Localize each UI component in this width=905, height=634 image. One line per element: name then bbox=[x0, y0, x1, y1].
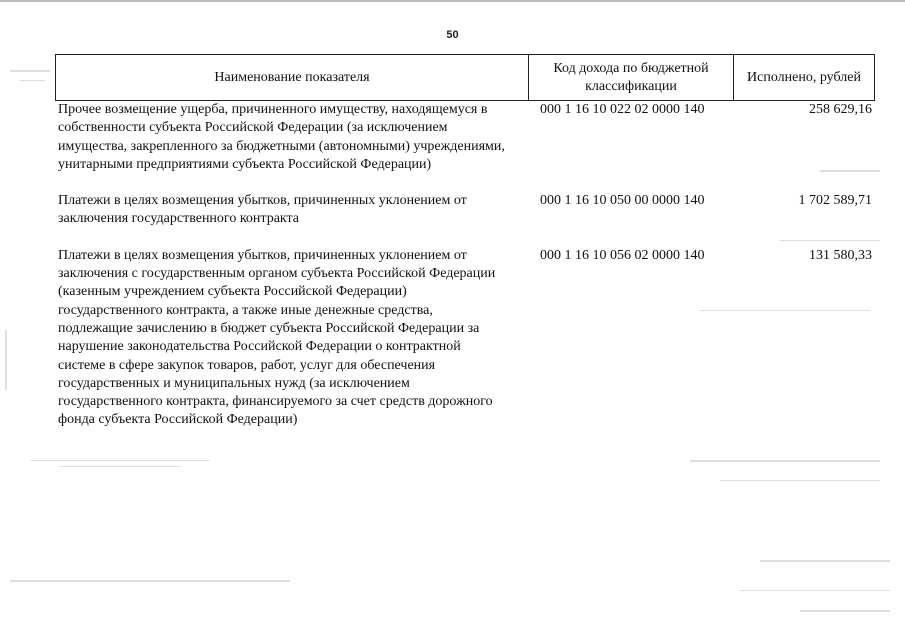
row-name: Прочее возмещение ущерба, причиненного имуществу, находящемуся в собственности субъекта Российской Федерации (за исключением имущества, закрепленного за бюджетными (автономными) учреждениями, унитарными предприятиями субъекта Российской Федерации) bbox=[58, 102, 505, 172]
top-scan-rule bbox=[0, 0, 905, 2]
row-code: 000 1 16 10 022 02 0000 140 bbox=[540, 102, 705, 117]
header-amount: Исполнено, рублей bbox=[747, 69, 861, 85]
row-code: 000 1 16 10 050 00 0000 140 bbox=[540, 193, 705, 209]
row-amount: 131 580,33 bbox=[809, 247, 872, 263]
table-header bbox=[55, 54, 875, 101]
table-row bbox=[58, 101, 878, 174]
table-body bbox=[58, 101, 878, 430]
row-name: Платежи в целях возмещения убытков, причиненных уклонением от заключения государственного контракта bbox=[58, 193, 467, 227]
header-code: Код дохода по бюджетной классификации bbox=[529, 55, 734, 100]
row-name: Платежи в целях возмещения убытков, причиненных уклонением от заключения с государственным органом субъекта Российской Федерации (казенным учреждением субъекта Российской Федерации) государственного контракта, а также иные денежные средства, подлежащие зачислению в бюджет субъекта Российской Федерации за нарушение законодательства Российской Федерации о контрактной системе в сфере закупок товаров, работ, услуг для обеспечения государственных и муниципальных нужд (за исключением государственного контракта, финансируемого за счет средств дорожного фонда субъекта Российской Федерации) bbox=[58, 247, 496, 428]
row-amount: 258 629,16 bbox=[809, 102, 872, 117]
row-code: 000 1 16 10 056 02 0000 140 bbox=[540, 247, 705, 263]
header-name: Наименование показателя bbox=[56, 55, 529, 100]
table-row bbox=[58, 247, 878, 430]
page-number: 50 bbox=[446, 29, 459, 41]
table-row bbox=[58, 192, 878, 229]
row-amount: 1 702 589,71 bbox=[798, 193, 872, 209]
